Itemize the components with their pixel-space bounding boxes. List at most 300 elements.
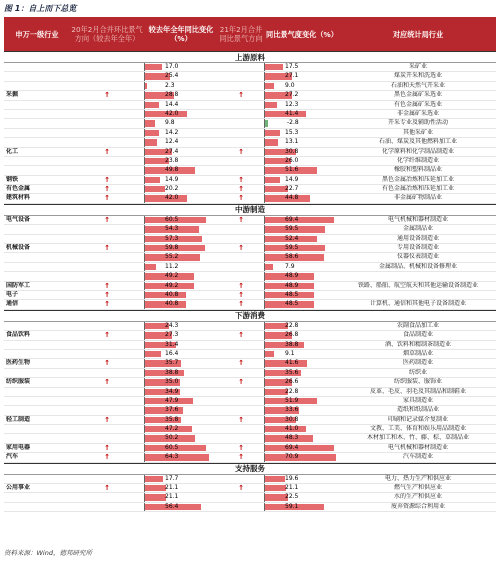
yoy-change-bar: [144, 359, 218, 367]
yoy-change-bar-fill: [145, 186, 165, 192]
mom-direction-arrow: ↑: [104, 331, 110, 340]
yoy-direction-arrow: ↑: [238, 185, 244, 194]
sentiment-change-bar-value: 22.8: [285, 387, 299, 395]
mom-direction-arrow: [70, 157, 144, 165]
yoy-change-bar: [144, 406, 218, 414]
mom-direction-arrow: ↑: [104, 453, 110, 462]
industry-name: [4, 272, 70, 280]
yoy-change-bar-value: 9.8: [165, 119, 175, 127]
yoy-change-bar: [144, 176, 218, 184]
mom-direction-arrow: ↑: [104, 91, 110, 100]
yoy-direction-arrow: [218, 129, 264, 137]
yoy-change-bar: [144, 110, 218, 118]
table-row: [4, 101, 496, 110]
sentiment-change-bar: [264, 244, 340, 252]
yoy-change-bar-value: 47.2: [165, 425, 179, 433]
stat-industry-name: 汽车制造业: [402, 453, 433, 461]
stat-industry-name: 农副食品加工业: [396, 321, 439, 329]
yoy-change-bar: [144, 331, 218, 339]
sentiment-change-bar: [264, 272, 340, 280]
yoy-direction-arrow: [218, 350, 264, 358]
mom-direction-arrow: [70, 63, 144, 71]
sentiment-change-bar-value: 14.9: [285, 175, 299, 183]
yoy-change-bar-value: 42.0: [165, 194, 179, 202]
yoy-change-bar-value: 60.5: [165, 443, 179, 451]
yoy-direction-arrow: ↑: [238, 484, 244, 493]
sentiment-change-bar: [264, 350, 340, 358]
yoy-change-bar: [144, 91, 218, 99]
yoy-direction-arrow: [218, 263, 264, 271]
stat-industry-name: 纺织业: [408, 368, 427, 376]
sentiment-change-bar-value: 69.4: [285, 215, 299, 223]
table-row: [4, 359, 496, 368]
sentiment-change-bar-fill: [265, 130, 280, 136]
table-row: [4, 148, 496, 157]
table-row: [4, 350, 496, 359]
yoy-direction-arrow: ↑: [238, 281, 244, 290]
stat-industry-name: 计算机、通信和其他电子设备制造业: [369, 300, 466, 308]
sentiment-change-bar: [264, 82, 340, 90]
sentiment-change-bar-value: 48.9: [285, 272, 299, 280]
industry-name: [4, 503, 70, 511]
mom-direction-arrow: [70, 397, 144, 405]
sentiment-change-bar-value: 59.1: [285, 502, 299, 510]
yoy-direction-arrow: [218, 475, 264, 483]
yoy-change-bar-fill: [145, 351, 161, 357]
yoy-change-bar-value: 27.3: [165, 331, 179, 339]
mom-direction-arrow: ↑: [104, 359, 110, 368]
sentiment-change-bar-value: 30.8: [285, 147, 299, 155]
sentiment-change-bar: [264, 263, 340, 271]
section-header: 下游消费: [4, 310, 496, 322]
sentiment-change-bar-value: 59.5: [285, 244, 299, 252]
sentiment-change-bar-value: 58.6: [285, 253, 299, 261]
sentiment-change-bar: [264, 359, 340, 367]
yoy-change-bar-value: 40.8: [165, 300, 179, 308]
yoy-change-bar-value: 14.2: [165, 128, 179, 136]
mom-direction-arrow: ↑: [104, 281, 110, 290]
mom-direction-arrow: ↑: [104, 147, 110, 156]
yoy-change-bar-value: 24.3: [165, 321, 179, 329]
mom-direction-arrow: ↑: [104, 378, 110, 387]
stat-industry-name: 通用设备制造业: [396, 234, 439, 242]
sentiment-change-bar: [264, 444, 340, 452]
section-header: 上游原料: [4, 51, 496, 63]
mom-direction-arrow: ↑: [104, 415, 110, 424]
industry-name: [4, 425, 70, 433]
yoy-change-bar-value: 14.4: [165, 100, 179, 108]
sentiment-change-bar: [264, 322, 340, 330]
table-row: [4, 263, 496, 272]
sentiment-change-bar: [264, 148, 340, 156]
industry-name: 机械设备: [6, 244, 31, 252]
yoy-change-bar: [144, 322, 218, 330]
sentiment-change-bar-value: 22.7: [285, 185, 299, 193]
stat-industry-name: 印刷和记录媒介复制业: [387, 415, 448, 423]
yoy-direction-arrow: [218, 272, 264, 280]
table-row: [4, 444, 496, 453]
yoy-change-bar: [144, 148, 218, 156]
sentiment-change-bar: [264, 434, 340, 442]
yoy-direction-arrow: ↑: [238, 378, 244, 387]
yoy-change-bar-value: 21.1: [165, 493, 179, 501]
stat-industry-name: 黑色金属冶炼和压延加工业: [381, 175, 454, 183]
industry-name: [4, 166, 70, 174]
header-mom-direction: 20年2月合并环比景气方向（较去年全年）: [71, 25, 143, 43]
industry-name: 建筑材料: [6, 194, 31, 202]
stat-industry-name: 纺织服装、服饰业: [393, 378, 442, 386]
sentiment-change-bar-fill: [265, 454, 336, 460]
yoy-change-bar: [144, 416, 218, 424]
yoy-change-bar-value: 17.0: [165, 63, 179, 70]
yoy-change-bar: [144, 350, 218, 358]
mom-direction-arrow: [70, 475, 144, 483]
stat-industry-name: 造纸和纸制品业: [396, 406, 439, 414]
overview-table: [4, 17, 496, 512]
mom-direction-arrow: [70, 493, 144, 501]
sentiment-change-bar: [264, 300, 340, 308]
table-row: [4, 331, 496, 340]
yoy-change-bar: [144, 378, 218, 386]
sentiment-change-bar-value: 48.5: [285, 290, 299, 298]
sentiment-change-bar: [264, 138, 340, 146]
table-row: [4, 119, 496, 128]
table-row: [4, 397, 496, 406]
sentiment-change-bar: [264, 166, 340, 174]
stat-industry-name: 非金属矿采选业: [396, 109, 439, 117]
sentiment-change-bar-value: 22.8: [285, 321, 299, 329]
yoy-direction-arrow: [218, 72, 264, 80]
sentiment-change-bar: [264, 453, 340, 461]
yoy-change-bar-fill: [145, 494, 166, 500]
table-row: [4, 138, 496, 147]
yoy-change-bar-value: 21.1: [165, 484, 179, 492]
section-header: 中游制造: [4, 204, 496, 216]
sentiment-change-bar-value: 48.9: [285, 281, 299, 289]
stat-industry-name: 化学原料和化学制品制造业: [381, 147, 454, 155]
industry-name: 轻工制造: [6, 415, 31, 423]
industry-name: [4, 101, 70, 109]
industry-name: [4, 157, 70, 165]
table-row: [4, 300, 496, 309]
table-row: [4, 493, 496, 502]
stat-industry-name: 家具制造业: [402, 396, 433, 404]
yoy-change-bar-value: 12.4: [165, 138, 179, 146]
yoy-direction-arrow: [218, 434, 264, 442]
yoy-change-bar-value: 23.8: [165, 156, 179, 164]
sentiment-change-bar-value: 59.5: [285, 225, 299, 233]
sentiment-change-bar: [264, 216, 340, 224]
sentiment-change-bar: [264, 185, 340, 193]
sentiment-change-bar-value: 26.6: [285, 378, 299, 386]
stat-industry-name: 石油和天然气开采业: [390, 81, 445, 89]
industry-name: [4, 369, 70, 377]
sentiment-change-bar: [264, 119, 340, 127]
mom-direction-arrow: [70, 101, 144, 109]
yoy-change-bar: [144, 194, 218, 202]
yoy-direction-arrow: ↑: [238, 244, 244, 253]
sentiment-change-bar-fill: [265, 83, 274, 89]
sentiment-change-bar-value: 9.0: [285, 81, 295, 89]
yoy-change-bar-value: 25.4: [165, 72, 179, 80]
industry-name: [4, 263, 70, 271]
table-row: [4, 434, 496, 443]
sentiment-change-bar-value: 12.3: [285, 100, 299, 108]
sentiment-change-bar-value: 13.1: [285, 138, 299, 146]
table-row: [4, 129, 496, 138]
yoy-change-bar: [144, 72, 218, 80]
sentiment-change-bar: [264, 176, 340, 184]
industry-name: [4, 235, 70, 243]
stat-industry-name: 文教、工美、体育和娱乐用品制造业: [369, 425, 466, 433]
yoy-change-bar-value: 35.0: [165, 378, 179, 386]
stat-industry-name: 皮革、毛皮、羽毛及其制品和制鞋业: [369, 387, 466, 395]
yoy-direction-arrow: [218, 397, 264, 405]
stat-industry-name: 金属制品、机械和设备修理业: [378, 262, 457, 270]
yoy-direction-arrow: ↑: [238, 453, 244, 462]
industry-name: 汽车: [6, 453, 19, 461]
yoy-change-bar-value: 60.5: [165, 215, 179, 223]
yoy-direction-arrow: [218, 369, 264, 377]
sentiment-change-bar: [264, 341, 340, 349]
yoy-change-bar: [144, 484, 218, 492]
mom-direction-arrow: [70, 82, 144, 90]
yoy-change-bar: [144, 225, 218, 233]
sentiment-change-bar-value: 27.2: [285, 91, 299, 99]
sentiment-change-bar-value: 22.5: [285, 493, 299, 501]
yoy-change-bar-value: 11.2: [165, 262, 179, 270]
industry-name: 有色金属: [6, 185, 31, 193]
yoy-direction-arrow: [218, 406, 264, 414]
stat-industry-name: 医药制造业: [402, 359, 433, 367]
sentiment-change-bar-value: 21.1: [285, 484, 299, 492]
header-yoy-sentiment-change: 同比景气度变化（%）: [266, 29, 338, 39]
stat-industry-name: 食品制造业: [402, 331, 433, 339]
yoy-change-bar-fill: [145, 102, 159, 108]
yoy-direction-arrow: ↑: [238, 300, 244, 309]
table-row: [4, 388, 496, 397]
sentiment-change-bar-fill: [265, 177, 280, 183]
yoy-change-bar-value: 37.6: [165, 406, 179, 414]
table-row: [4, 235, 496, 244]
sentiment-change-bar: [264, 282, 340, 290]
table-row: [4, 406, 496, 415]
mom-direction-arrow: ↑: [104, 194, 110, 203]
industry-name: [4, 119, 70, 127]
sentiment-change-bar-value: -2.8: [287, 119, 299, 127]
table-row: [4, 484, 496, 493]
sentiment-change-bar-value: 70.9: [285, 453, 299, 461]
table-row: [4, 475, 496, 484]
yoy-change-bar-fill: [145, 177, 160, 183]
table-row: [4, 272, 496, 281]
sentiment-change-bar: [264, 91, 340, 99]
sentiment-change-bar-fill: [265, 139, 278, 145]
yoy-direction-arrow: ↑: [238, 359, 244, 368]
yoy-change-bar: [144, 235, 218, 243]
stat-industry-name: 有色金属矿采选业: [393, 100, 442, 108]
table-row: [4, 322, 496, 331]
industry-name: [4, 388, 70, 396]
mom-direction-arrow: ↑: [104, 215, 110, 224]
yoy-change-bar-fill: [145, 264, 156, 270]
stat-industry-name: 铁路、船舶、航空航天和其他运输设备制造业: [357, 281, 478, 289]
yoy-change-bar-value: 49.2: [165, 272, 179, 280]
sentiment-change-bar-value: 35.6: [285, 368, 299, 376]
mom-direction-arrow: [70, 110, 144, 118]
sentiment-change-bar-value: 51.9: [285, 396, 299, 404]
industry-name: [4, 225, 70, 233]
header-yoy-change: 较去年全年同比变化（%）: [148, 25, 214, 43]
industry-name: 电子: [6, 290, 19, 298]
stat-industry-name: 开采专业及辅助性活动: [387, 119, 448, 127]
yoy-change-bar-value: 31.4: [165, 340, 179, 348]
yoy-direction-arrow: [218, 166, 264, 174]
yoy-change-bar: [144, 253, 218, 261]
yoy-change-bar-value: 34.9: [165, 387, 179, 395]
stat-industry-name: 采矿业: [408, 63, 427, 70]
sentiment-change-bar-fill: [265, 64, 283, 70]
mom-direction-arrow: [70, 119, 144, 127]
stat-industry-name: 电气机械和器材制造业: [387, 215, 448, 223]
sentiment-change-bar-value: 69.4: [285, 443, 299, 451]
yoy-direction-arrow: ↑: [238, 147, 244, 156]
yoy-change-bar-value: 49.8: [165, 166, 179, 174]
yoy-direction-arrow: [218, 253, 264, 261]
stat-industry-name: 仪器仪表制造业: [396, 253, 439, 261]
table-row: [4, 72, 496, 81]
table-row: [4, 453, 496, 462]
yoy-change-bar-value: 20.2: [165, 185, 179, 193]
header-industry: 申万一级行业: [15, 29, 59, 39]
industry-name: [4, 397, 70, 405]
sentiment-change-bar: [264, 253, 340, 261]
sentiment-change-bar: [264, 101, 340, 109]
sentiment-change-bar-value: 19.6: [285, 474, 299, 482]
yoy-change-bar-value: 49.2: [165, 281, 179, 289]
sentiment-change-bar-fill: [265, 217, 334, 223]
sentiment-change-bar-value: 52.4: [285, 234, 299, 242]
table-row: [4, 194, 496, 203]
yoy-direction-arrow: [218, 82, 264, 90]
mom-direction-arrow: [70, 341, 144, 349]
yoy-change-bar-fill: [145, 476, 163, 482]
stat-industry-name: 其他采矿业: [402, 128, 433, 136]
yoy-change-bar: [144, 244, 218, 252]
sentiment-change-bar-value: 48.3: [285, 434, 299, 442]
source-note: 资料来源：Wind，德邦研究所: [4, 549, 92, 557]
yoy-change-bar: [144, 453, 218, 461]
mom-direction-arrow: [70, 434, 144, 442]
yoy-change-bar: [144, 291, 218, 299]
yoy-change-bar: [144, 434, 218, 442]
table-row: [4, 253, 496, 262]
sentiment-change-bar-value: 26.8: [285, 331, 299, 339]
table-row: [4, 110, 496, 119]
yoy-direction-arrow: [218, 503, 264, 511]
yoy-change-bar-fill: [145, 130, 159, 136]
yoy-change-bar: [144, 101, 218, 109]
industry-name: [4, 253, 70, 261]
stat-industry-name: 非金属矿物制品业: [393, 194, 442, 202]
yoy-direction-arrow: ↑: [238, 290, 244, 299]
table-row: [4, 166, 496, 175]
yoy-change-bar-value: 64.3: [165, 453, 179, 461]
stat-industry-name: 酒、饮料和精制茶制造业: [384, 340, 451, 348]
table-row: [4, 425, 496, 434]
table-row: [4, 225, 496, 234]
yoy-change-bar-value: 35.7: [165, 359, 179, 367]
yoy-change-bar: [144, 216, 218, 224]
industry-name: 通信: [6, 300, 19, 308]
table-row: [4, 291, 496, 300]
table-row: [4, 63, 496, 72]
sentiment-change-bar: [264, 72, 340, 80]
sentiment-change-bar-value: 48.5: [285, 300, 299, 308]
yoy-change-bar-value: 35.8: [165, 415, 179, 423]
yoy-direction-arrow: [218, 157, 264, 165]
yoy-change-bar-value: 14.9: [165, 175, 179, 183]
table-row: [4, 503, 496, 512]
table-row: [4, 378, 496, 387]
sentiment-change-bar-fill: [265, 485, 286, 491]
yoy-change-bar-value: 47.9: [165, 396, 179, 404]
header-yoy-direction: 21年2月合并同比景气方向: [219, 25, 263, 43]
sentiment-change-bar: [264, 378, 340, 386]
stat-industry-name: 黑色金属矿采选业: [393, 91, 442, 99]
yoy-direction-arrow: ↑: [238, 194, 244, 203]
yoy-direction-arrow: [218, 63, 264, 71]
yoy-direction-arrow: [218, 110, 264, 118]
yoy-change-bar-fill: [145, 139, 157, 145]
table-row: [4, 369, 496, 378]
sentiment-change-bar: [264, 63, 340, 71]
sentiment-change-bar-fill: [265, 445, 334, 451]
mom-direction-arrow: ↑: [104, 290, 110, 299]
industry-name: 公用事业: [6, 484, 31, 492]
sentiment-change-bar: [264, 291, 340, 299]
sentiment-change-bar-value: 7.9: [285, 262, 295, 270]
figure-title: 图 1：自上而下总览: [4, 4, 77, 13]
mom-direction-arrow: [70, 235, 144, 243]
yoy-change-bar: [144, 475, 218, 483]
table-row: [4, 416, 496, 425]
sentiment-change-bar: [264, 475, 340, 483]
mom-direction-arrow: [70, 425, 144, 433]
mom-direction-arrow: [70, 166, 144, 174]
sentiment-change-bar: [264, 425, 340, 433]
yoy-direction-arrow: [218, 493, 264, 501]
stat-industry-name: 烟草制品业: [402, 349, 433, 357]
mom-direction-arrow: [70, 263, 144, 271]
industry-name: [4, 82, 70, 90]
section-header: 支持服务: [4, 463, 496, 475]
yoy-direction-arrow: [218, 341, 264, 349]
yoy-change-bar-value: 56.4: [165, 502, 179, 510]
stat-industry-name: [340, 272, 496, 280]
sentiment-change-bar-fill: [265, 351, 274, 357]
sentiment-change-bar-value: 38.8: [285, 340, 299, 348]
yoy-change-bar: [144, 166, 218, 174]
stat-industry-name: 橡胶和塑料制品业: [393, 166, 442, 174]
sentiment-change-bar-value: 33.6: [285, 406, 299, 414]
yoy-direction-arrow: [218, 119, 264, 127]
yoy-change-bar: [144, 341, 218, 349]
industry-name: 电气设备: [6, 215, 31, 223]
yoy-direction-arrow: [218, 138, 264, 146]
industry-name: 采掘: [6, 91, 19, 99]
yoy-change-bar: [144, 425, 218, 433]
